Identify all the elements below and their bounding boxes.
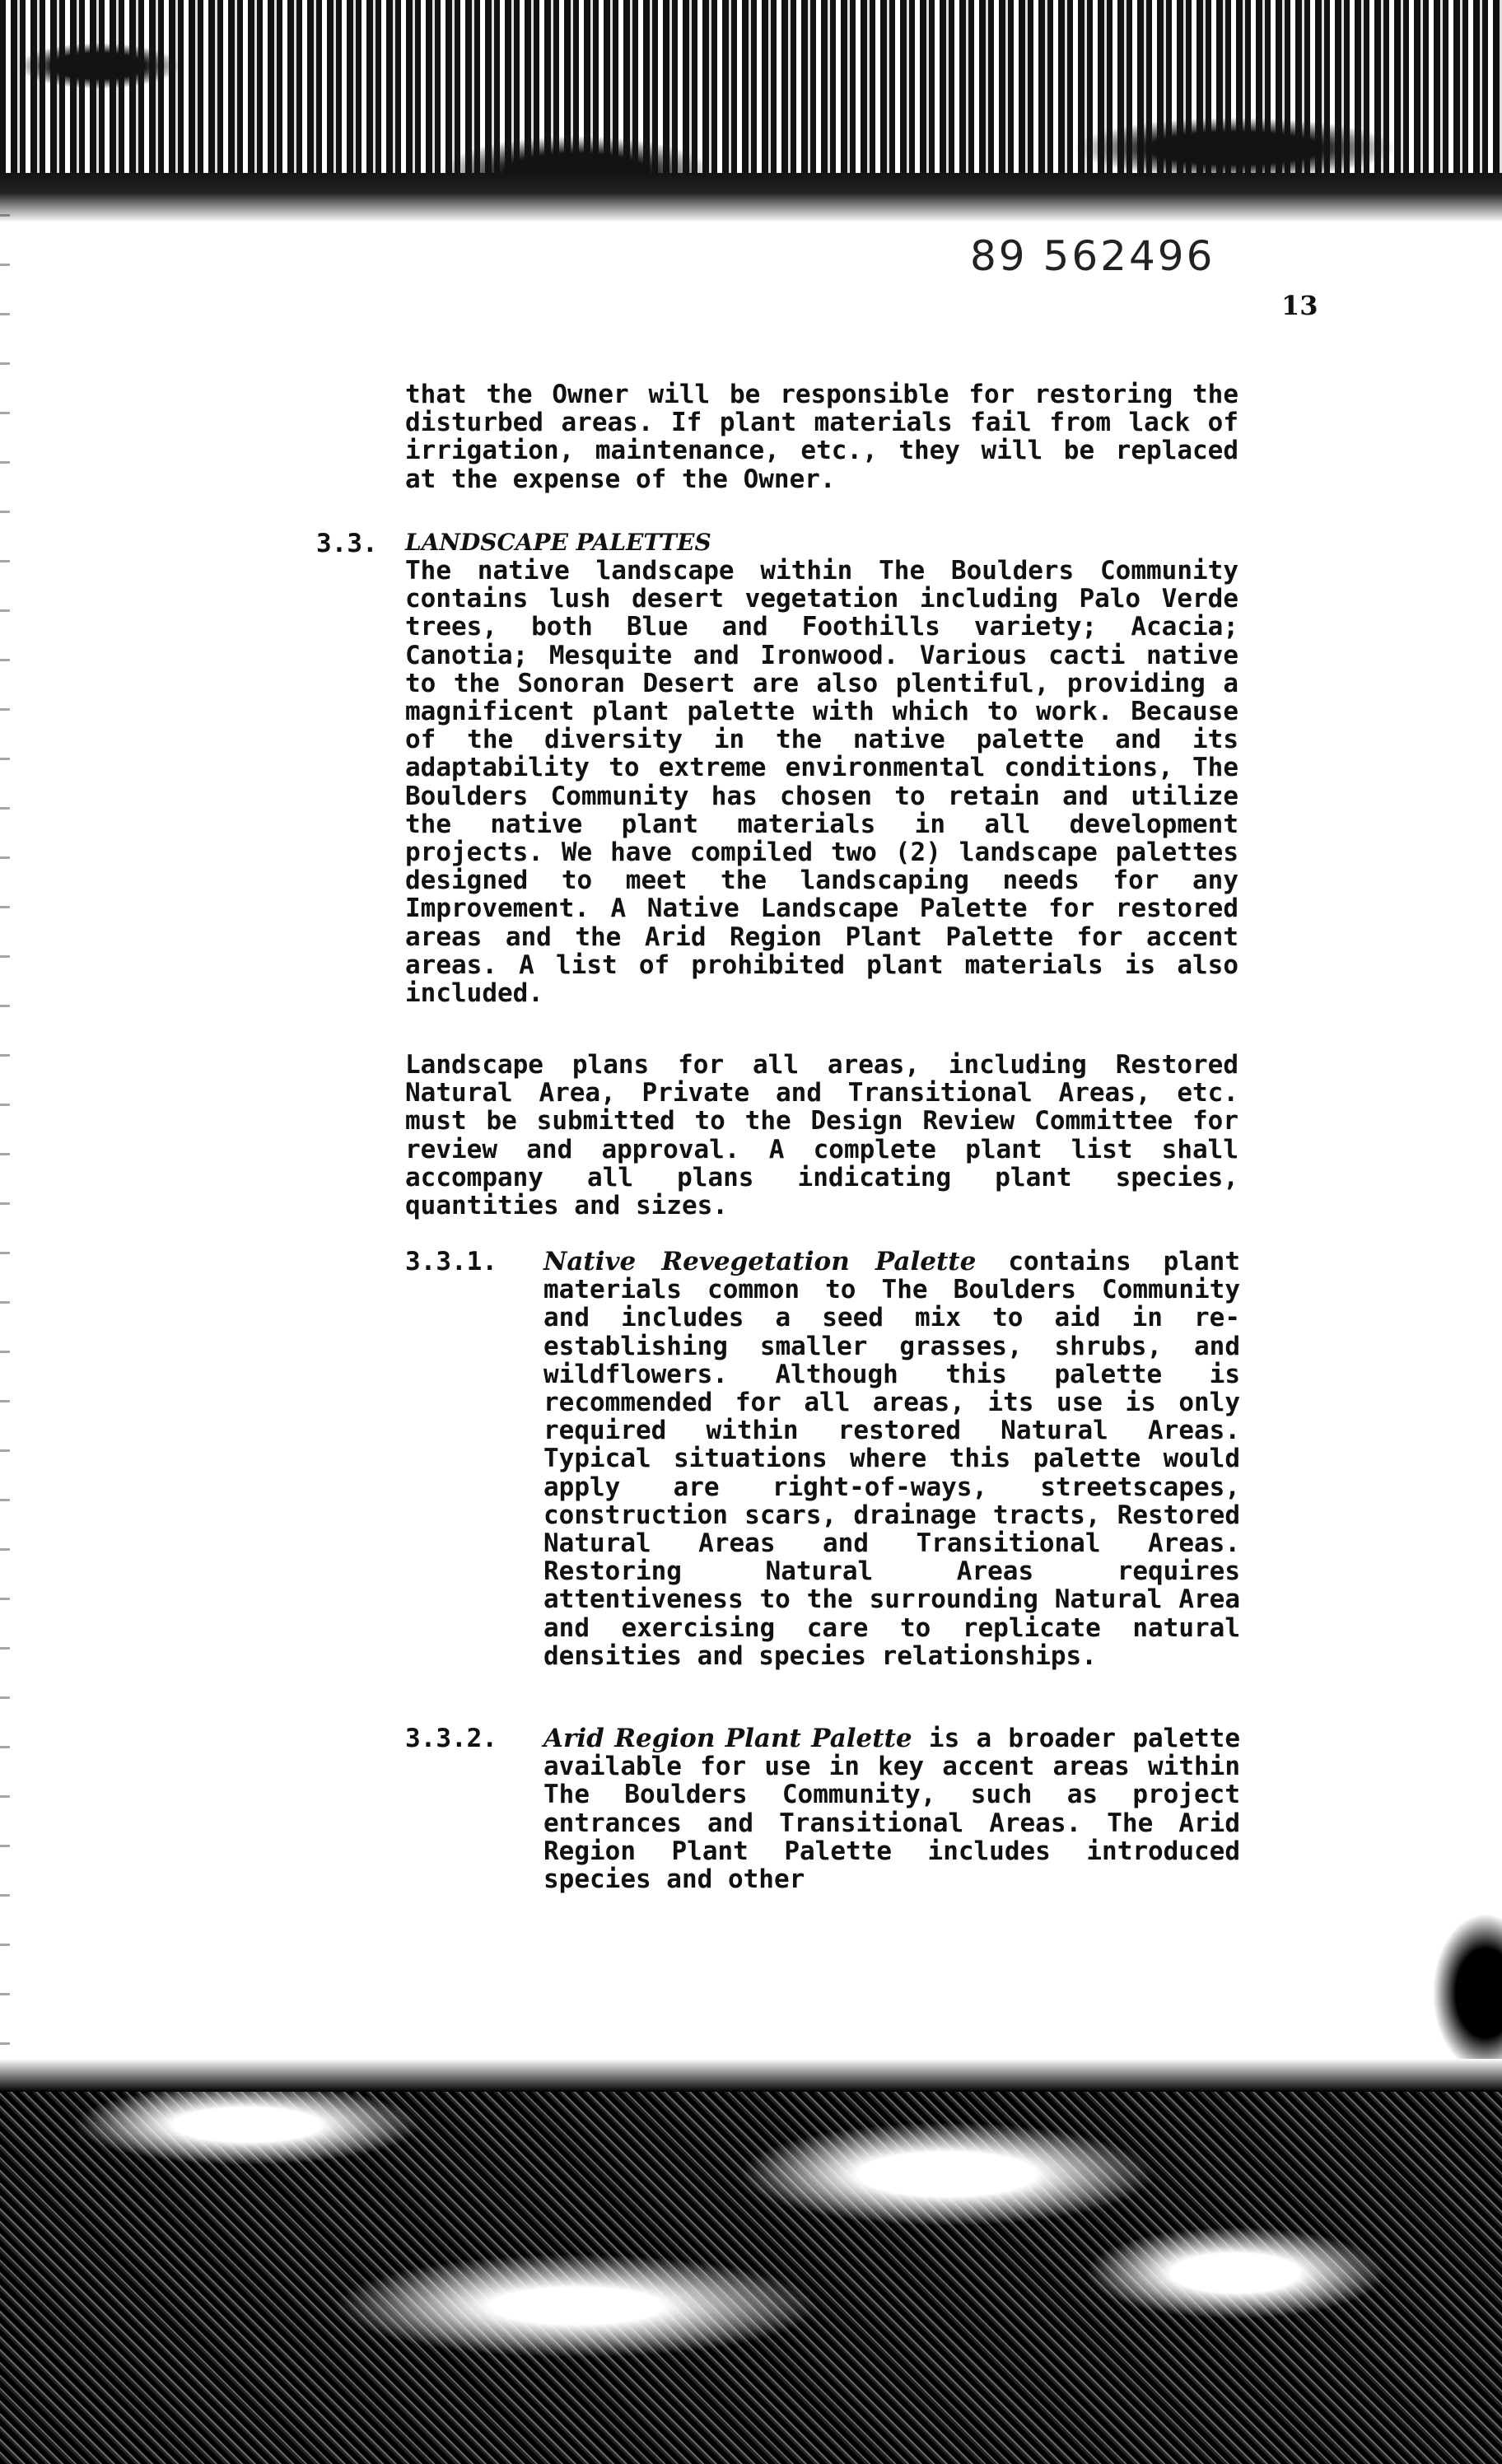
subsection-title: Native Revegetation Palette	[543, 1247, 977, 1276]
subsection-number: 3.3.1.	[405, 1247, 497, 1276]
section-body-paragraph: The native landscape within The Boulders Community contains lush desert vegetation including Palo Verde trees, both Blue and Foothills variety; Acacia; Canotia; Mesquite and Ironwood. Various cacti native to the Sonoran Desert are also plentiful, providing a magnificent plant palette with which to work. Because of the diversity in the native palette and its adaptability to extreme environmental conditions, The Boulders Community has chosen to retain and utilize the native plant materials in all development projects. We have compiled two (2) landscape palettes designed to meet the landscaping needs for any Improvement. A Native Landscape Palette for restored areas and the Arid Region Plant Palette for accent areas. A list of prohibited plant materials is also included.	[405, 556, 1238, 1009]
section-number: 3.3.	[316, 529, 378, 558]
scan-artifact-left	[0, 214, 10, 2075]
page-number: 13	[1281, 290, 1318, 321]
scan-artifact-top	[0, 0, 1502, 222]
subsection-number: 3.3.2.	[405, 1724, 497, 1753]
subsection-paragraph	[543, 1248, 1240, 1670]
section-title: LANDSCAPE PALETTES	[405, 529, 711, 556]
document-number: 89 562496	[970, 232, 1215, 280]
landscape-plans-paragraph: Landscape plans for all areas, including Restored Natural Area, Private and Transitional Areas, etc. must be submitted to the Design Review Committee for review and approval. A complete plant list shall accompany all plans indicating plant species, quantities and sizes.	[405, 1050, 1238, 1221]
scan-artifact-bottom	[0, 2059, 1502, 2464]
subsection-paragraph	[543, 1724, 1240, 1893]
subsection-body: is a broader palette available for use in key accent areas within The Boulders Community, such as project entrances and Transitional Areas. The Arid Region Plant Palette includes introduced species and other	[543, 1724, 1240, 1895]
continuation-paragraph: that the Owner will be responsible for restoring the disturbed areas. If plant materials fail from lack of irrigation, maintenance, etc., they will be replaced at the expense of the Owner.	[405, 380, 1238, 494]
subsection-body: contains plant materials common to The Boulders Community and includes a seed mix to aid in re-establishing smaller grasses, shrubs, and wildflowers. Although this palette is recommended for all areas, its use is only required within restored Natural Areas. Typical situations where this palette would apply are right-of-ways, streetscapes, construction scars, drainage tracts, Restored Natural Areas and Transitional Areas. Restoring Natural Areas requires attentiveness to the surrounding Natural Area and exercising care to replicate natural densities and species relationships.	[543, 1247, 1240, 1671]
subsection-title: Arid Region Plant Palette	[543, 1724, 912, 1753]
